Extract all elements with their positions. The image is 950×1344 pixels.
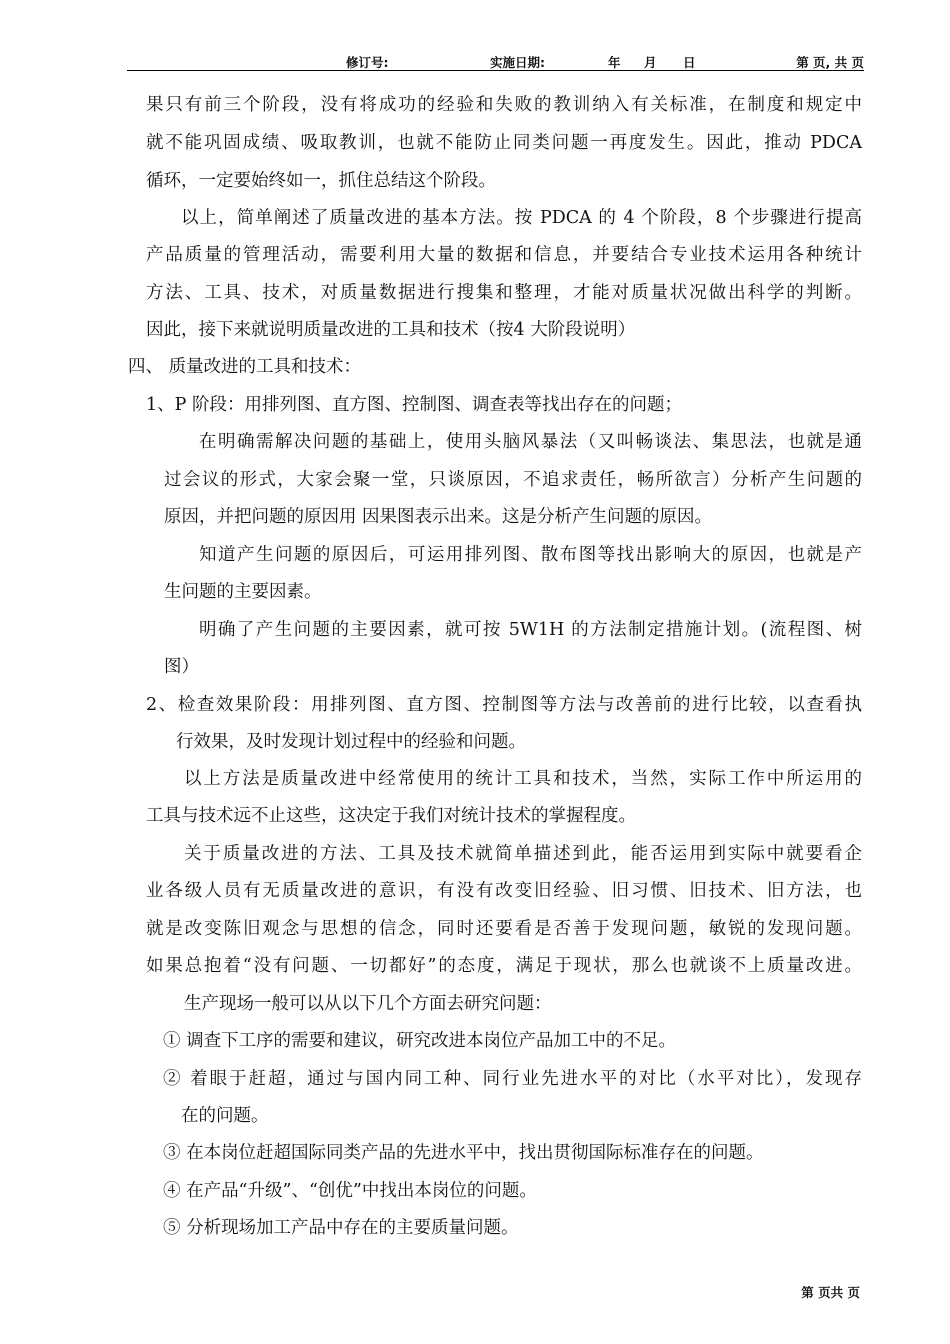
body-line: 产品质量的管理活动，需要利用大量的数据和信息，并要结合专业技术运用各种统计 [146, 245, 862, 265]
list-item: ⑤ 分析现场加工产品中存在的主要质量问题。 [163, 1218, 519, 1238]
body-line: 生产现场一般可以从以下几个方面去研究问题： [184, 994, 552, 1014]
list-item: ① 调查下工序的需要和建议，研究改进本岗位产品加工中的不足。 [163, 1031, 677, 1051]
month-label: 月 [644, 55, 657, 70]
body-line: 在明确需解决问题的基础上，使用头脑风暴法（又叫畅谈法、集思法，也就是通 [199, 432, 862, 452]
body-line: 知道产生问题的原因后，可运用排列图、散布图等找出影响大的原因，也就是产 [199, 545, 862, 565]
day-label: 日 [683, 55, 696, 70]
list-item: ④ 在产品“升级”、“创优”中找出本岗位的问题。 [163, 1181, 537, 1201]
page-count-label: 第 页, 共 页 [796, 55, 864, 70]
body-line: 过会议的形式，大家会聚一堂，只谈原因，不追求责任，畅所欲言）分析产生问题的 [164, 470, 862, 490]
implementation-date-label: 实施日期: [490, 55, 545, 70]
list-item: 1、P 阶段：用排列图、直方图、控制图、调查表等找出存在的问题； [146, 395, 682, 415]
page-footer: 第 页共 页 [801, 1285, 860, 1300]
body-line: 明确了产生问题的主要因素，就可按 5W1H 的方法制定措施计划。(流程图、树 [199, 620, 862, 640]
list-item: 2、检查效果阶段：用排列图、直方图、控制图等方法与改善前的进行比较，以查看执 [146, 695, 862, 715]
body-line: 方法、工具、技术，对质量数据进行搜集和整理，才能对质量状况做出科学的判断。 [146, 283, 862, 303]
body-line: 如果总抱着“没有问题、一切都好”的态度，满足于现状，那么也就谈不上质量改进。 [146, 956, 862, 976]
section-heading: 四、 质量改进的工具和技术： [128, 357, 362, 377]
revision-label: 修订号: [346, 55, 389, 70]
body-line: 以上方法是质量改进中经常使用的统计工具和技术，当然，实际工作中所运用的 [184, 769, 862, 789]
page-header [127, 50, 864, 71]
list-item: ② 着眼于赶超，通过与国内同工种、同行业先进水平的对比（水平对比），发现存 [163, 1069, 862, 1089]
body-line: 因此，接下来就说明质量改进的工具和技术（按4 大阶段说明） [146, 320, 636, 340]
body-line: 生问题的主要因素。 [164, 582, 322, 602]
body-line: 业各级人员有无质量改进的意识，有没有改变旧经验、旧习惯、旧技术、旧方法，也 [146, 881, 862, 901]
body-line: 在的问题。 [181, 1106, 269, 1126]
body-line: 关于质量改进的方法、工具及技术就简单描述到此，能否运用到实际中就要看企 [184, 844, 862, 864]
body-line: 行效果，及时发现计划过程中的经验和问题。 [176, 732, 526, 752]
body-line: 工具与技术远不止这些，这决定于我们对统计技术的掌握程度。 [146, 806, 636, 826]
body-line: 就是改变陈旧观念与思想的信念，同时还要看是否善于发现问题，敏锐的发现问题。 [146, 919, 862, 939]
body-line: 果只有前三个阶段，没有将成功的经验和失败的教训纳入有关标准，在制度和规定中 [146, 95, 862, 115]
body-line: 以上，简单阐述了质量改进的基本方法。按 PDCA 的 4 个阶段，8 个步骤进行提高 [181, 208, 862, 228]
body-line: 原因，并把问题的原因用 因果图表示出来。这是分析产生问题的原因。 [164, 507, 713, 527]
list-item: ③ 在本岗位赶超国际同类产品的先进水平中，找出贯彻国际标准存在的问题。 [163, 1143, 764, 1163]
body-line: 图） [164, 657, 199, 677]
body-line: 就不能巩固成绩、吸取教训，也就不能防止同类问题一再度发生。因此，推动 PDCA [146, 133, 862, 153]
year-label: 年 [608, 55, 621, 70]
body-line: 循环，一定要始终如一，抓住总结这个阶段。 [146, 171, 496, 191]
